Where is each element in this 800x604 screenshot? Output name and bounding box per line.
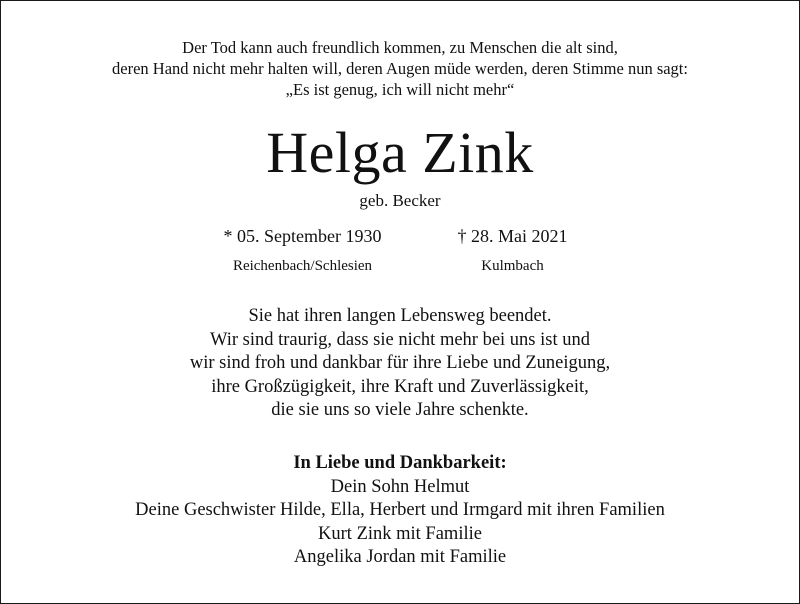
family-member: Deine Geschwister Hilde, Ella, Herbert und Irmgard mit ihren Familien [135,500,665,520]
birth-date: * 05. September 1930 [223,226,382,246]
family-member: Kurt Zink mit Familie [318,523,482,544]
quote-line: Der Tod kann auch freundlich kommen, zu Menschen die alt sind, [182,38,618,57]
message-line: Wir sind traurig, dass sie nicht mehr bei uns ist und [210,329,590,350]
memorial-message [0,305,800,423]
message-line: wir sind froh und dankbar für ihre Liebe und Zuneigung, [189,353,611,373]
death-date: † 28. Mai 2021 [457,226,568,246]
message-line: Sie hat ihren langen Lebensweg beendet. [248,306,552,326]
message-line: die sie uns so viele Jahre schenkte. [271,400,529,420]
message-line: ihre Großzügigkeit, ihre Kraft und Zuverlässigkeit, [211,376,589,397]
family-member: Dein Sohn Helmut [330,476,470,497]
quote-line: deren Hand nicht mehr halten will, deren Augen müde werden, deren Stimme nun sagt: [112,59,688,78]
maiden-name: geb. Becker [359,191,441,210]
family-heading: In Liebe und Dankbarkeit: [293,453,507,473]
death-place: Kulmbach [481,258,544,274]
birth-place: Reichenbach/Schlesien [232,258,373,274]
opening-quote [0,37,800,100]
deceased-name: Helga Zink [266,120,534,185]
family-member: Angelika Jordan mit Familie [293,547,507,567]
family-signatures [0,452,800,570]
quote-line: „Es ist genug, ich will nicht mehr“ [285,80,515,99]
